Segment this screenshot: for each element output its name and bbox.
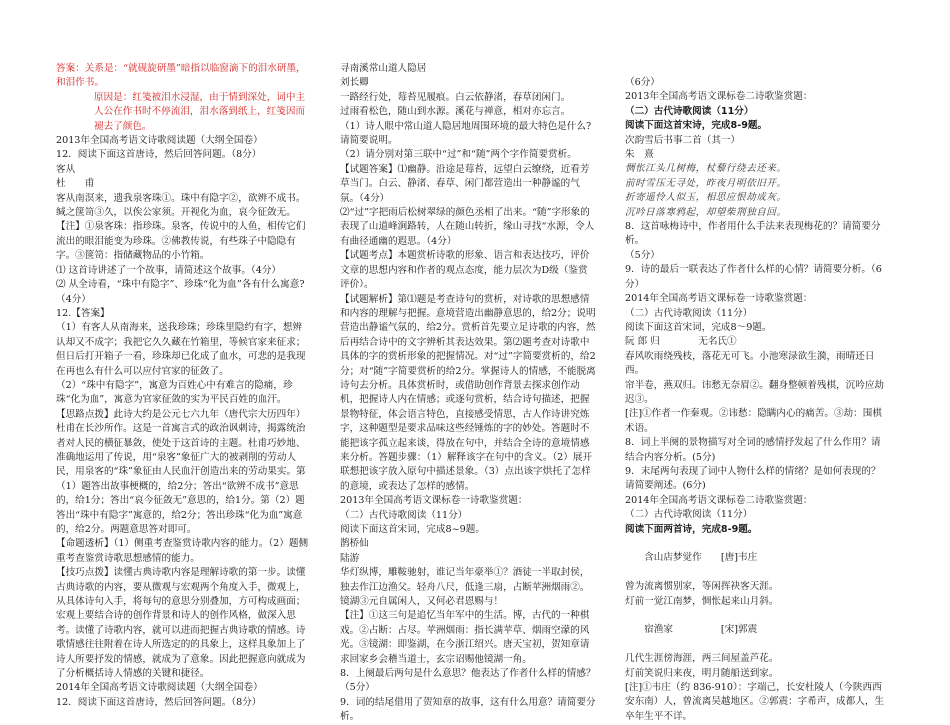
col1-paragraph: 【思路点拨】此诗大约是公元七六九年（唐代宗大历四年）杜甫在长沙所作。这是一首寓言式的政治讽刺诗，揭露统治者对人民的横征暴敛，使处于这首诗的主题。杜甫巧妙地、准确地运用了传说，用“泉客”象征广大的被剥削的劳动人民，用泉客的“珠”象征由人民血汗创造出来的劳动果实。第（1）题答出故事梗概的，给2分；答出“欲辨不成书”意思的，给1分；答出“哀今征敛无”意思的，给1分。第（2）题答出“珠中有隐字”寓意的，给2分；答出珍珠“化为血”寓意的，给2分。两题意思答对即可。: [56, 408, 306, 535]
col1-paragraph: 【注】①泉客珠：指珍珠。泉客，传说中的人鱼，相传它们流出的眼泪能变为珍珠。②佛教传说，有些珠子中隐隐有字。③箧笥：指储藏物品的小竹箱。: [56, 221, 306, 262]
col2-paragraph: 过雨看松色，随山到水源。溪花与禅意，相对亦忘言。: [340, 106, 571, 118]
col1-paragraph: （1）有客人从南海来，送我珍珠；珍珠里隐约有字，想辨认却又不成字；我把它久久藏在竹箱里，等候官家来征求；但日后打开箱子一看，珍珠却已化成了血水，可悲的是我现在再也么有什么可以应付官家的征敛了。: [56, 322, 306, 377]
col3-paragraph: 帘半卷，燕双归。讳愁无奈眉②。翻身整顿着残棋，沉吟应劫迟③。: [625, 379, 885, 405]
col2-paragraph: 【试题考点】本题赏析诗歌的形象、语言和表达技巧，评价文章的思想内容和作者的观点态度，能力层次为D级（鉴赏评价）。: [340, 250, 590, 291]
col1-paragraph: ⑵ 从全诗看，“珠中有隐字”、珍珠“化为血”各有什么寓意?（4分）: [56, 279, 305, 305]
col3-paragraph: [625, 638, 890, 652]
col3-paragraph: 次韵雪后书事二首（其一）: [625, 134, 741, 146]
col3-paragraph: [注]①作者一作秦观。②讳愁：隐瞒内心的痛苦。③劫：围棋术语。: [625, 408, 882, 434]
col2-paragraph: 刘长卿: [340, 77, 369, 89]
col3-paragraph: 几代生涯傍海涯，两三间屋盖芦花。: [625, 653, 779, 665]
col1-paragraph: 答案：关系是：“就砚旋研墨”暗指以临窗滴下的泪水研墨，和泪作书。: [56, 63, 306, 89]
column-middle: [340, 62, 596, 725]
col1-paragraph: 【技巧点拨】读懂古典诗歌内容是理解诗歌的第一步。读懂古典诗歌的内容，要从微观与宏观两个角度入手，微观上，从具体诗句入手，将每句的意思分别叠加，方可构成画面；宏观上要结合诗的创作背景和诗人的创作风格，做深入思考。读懂了诗歌内容，就可以进而把握古典诗歌的情感。诗歌情感往往附着在诗人所选定的的具象上，这样具象加上了诗人所要抒发的情感，就成为了意象。因此把握意向就成为了分析概括诗人情感的关键和捷径。: [56, 567, 306, 680]
col3-paragraph: （二）古代诗歌阅读（11分）: [625, 105, 754, 117]
col2-paragraph: 一路经行处，莓苔见履痕。白云依静渚，春草闭闲门。: [340, 91, 571, 103]
col3-paragraph: 2014年全国高考语文课标卷二诗歌鉴赏题：: [625, 494, 813, 506]
col2-paragraph: 【试题答案】⑴幽静。沿途是莓苔，远望白云缭绕，近看芳草当门。白云、静渚、春草、闲门都营造出一种静谧的气氛。（4分）: [340, 163, 590, 204]
col3-paragraph: 沉吟日落寒鸦起，却望柴荆独自回。: [625, 206, 787, 218]
col1-paragraph: 2014年全国高考语文诗歌阅读题（大纲全国卷）: [56, 682, 263, 694]
col2-paragraph: 寻南溪常山道人隐居: [340, 63, 427, 74]
col1-paragraph: 【命题透析】（1）侧重考查鉴赏诗歌内容的能力。（2）题侧重考查鉴赏诗歌思想感情的能力。: [56, 538, 309, 564]
col3-paragraph: 灯前笑说归来夜，明月随船送到家。: [625, 667, 779, 679]
col3-paragraph: [625, 609, 890, 623]
col3-paragraph: （二）古代诗歌阅读（11分）: [625, 509, 753, 521]
col3-paragraph: [注]①韦庄（约 836-910）：字端己，长安杜陵人（今陕西西安东南）人，曾流离吴越地区。②郭震：字希声，成都人，生卒年生平不详。: [625, 682, 885, 722]
col2-paragraph: 阅读下面这首宋词，完成8~9题。: [340, 524, 485, 535]
col3-paragraph: 前时雪压无寻处，昨夜月明依旧开。: [625, 177, 787, 189]
col3-paragraph: 2013年全国高考语文课标卷二诗歌鉴赏题：: [625, 91, 813, 103]
col2-paragraph: （二）古代诗歌阅读（11分）: [340, 509, 468, 521]
col2-paragraph: 【试题解析】第⑴题是考查诗句的赏析，对诗歌的思想感情和内容的理解与把握。意境营造出幽静意思的，给2分；说明营造出静谧气氛的，给2分。赏析首先要立足诗歌的内容，然后再结合诗中的文字辨析其表达效果。第⑵题考查对诗歌中具体的字的赏析形象的把握情况。对“过”字简要赏析的，给2分；对“随”字简要赏析的给2分。掌握诗人的情感，不能脱离诗句去分析。具体赏析时，或借助创作背景去探求创作动机，把握诗人内在情感；或逐句赏析，结合诗句描述，把握景物特征，体会语言特色，直接感受情思，古人作诗讲究炼字，这种题型是要求品味这些经锤炼的字的妙处。答题时不能把该字孤立起来谈，得放在句中，并结合全诗的意境情感来分析。答题步骤：（1）解释该字在句中的含义。（2）展开联想把该字放入原句中描述景象。（3）点出该字烘托了怎样的意境，或表达了怎样的感情。: [340, 293, 596, 492]
col3-paragraph: （二）古代诗歌阅读（11分）: [625, 307, 753, 319]
col3-paragraph: 惆怅江头几树梅，杖藜行绕去还来。: [625, 163, 787, 175]
col2-paragraph: 9．词的结尾借用了贺知章的故事，这有什么用意？请简要分析。: [340, 696, 596, 723]
col2-paragraph: 鹊桥仙: [340, 538, 369, 550]
col2-paragraph: 陆游: [340, 552, 360, 564]
col1-paragraph: （2）“珠中有隐字”，寓意为百姓心中有难言的隐痛，珍珠“化为血”，寓意为官家征敛的实为平民百姓的血汗。: [56, 379, 293, 406]
col3-paragraph: 阅读下面这首宋词，完成8～9题。: [625, 321, 772, 333]
col2-paragraph: 【注】①这三句是追忆当年军中的生活。博，古代的一种棋戏。②占断：占尽。苹洲烟雨：指长满苹草、烟雨空濛的风光。③镜湖：即鉴湖，在今浙江绍兴。唐天宝初，贺知章请求回家乡会稽当道士，玄宗诏赐他镜湖一角。: [340, 610, 590, 665]
col2-paragraph: 2013年全国高考语文课标卷一诗歌鉴赏题：: [340, 495, 528, 507]
col3-paragraph: 9．诗的最后一联表达了作者什么样的心情？请简要分析。（6分）: [625, 264, 882, 290]
col3-paragraph: [625, 566, 890, 580]
col1-paragraph: 客从: [56, 163, 76, 175]
col2-paragraph: （2）请分别对第三联中“过”和“随”两个字作简要赏析。: [340, 149, 577, 161]
col3-paragraph: 曾为流离惯别家，等闲挥袂客天涯。: [625, 581, 779, 593]
col2-paragraph: 华灯纵博，雕鞍驰射，谁记当年豪举①？酒徒一半取封侯，独去作江边渔父。轻舟八尺，低逢三扇，占断苹洲烟雨②。镜湖③元自属闲人，又何必君恩赐与！: [340, 567, 590, 608]
col3-paragraph: 灯前一觉江南梦，惆怅起来山月斜。: [625, 595, 779, 607]
col3-paragraph: 阅读下面这首宋诗，完成8-9题。: [625, 120, 768, 132]
col3-paragraph: 宿渔家 [宋]郭震: [625, 624, 758, 636]
col1-paragraph: 12.【答案】: [56, 307, 110, 319]
col3-paragraph: 春风吹雨绕残枝，落花无可飞。小池寒渌欲生漪，雨晴还日西。: [625, 350, 875, 377]
col1-paragraph: 客从南溟来，遗我泉客珠①。珠中有隐字②，欲辨不成书。缄之箧笥③久，以俟公家须。开视化为血，哀今征敛无。: [56, 192, 306, 219]
col3-paragraph: 阅读下面两首诗，完成8-9题。: [625, 523, 758, 535]
col3-paragraph: [625, 537, 890, 551]
col3-paragraph: （6分）: [625, 77, 660, 88]
col3-paragraph: 2014年全国高考语文课标卷一诗歌鉴赏题：: [625, 293, 813, 305]
col2-paragraph: （1）诗人眼中常山道人隐居地周围环境的最大特色是什么?请简要说明。: [340, 120, 592, 147]
col3-paragraph: 8．这首咏梅诗中，作者用什么手法来表现梅花的？请简要分析。: [625, 221, 881, 247]
column-right: [625, 76, 890, 724]
col1-paragraph: 原因是：红笺被泪水浸湿，由于情到深处，词中主人公在作书时不停流泪，泪水落到纸上，红笺因而褪去了颜色。: [94, 91, 306, 132]
col3-paragraph: 折寄遥怜人似玉，相思应恨劫成灰。: [625, 192, 787, 204]
column-left: [56, 62, 310, 710]
col1-paragraph: 12．阅读下面这首唐诗，然后回答问题。（8分）: [56, 696, 262, 708]
col1-paragraph: 2013年全国高考语文诗歌阅读题（大纲全国卷）: [56, 135, 263, 147]
col3-paragraph: 朱 熹: [625, 149, 654, 161]
col3-paragraph: 9．末尾两句表现了词中人物什么样的情绪？是如何表现的？请简要阐述。(6分): [625, 465, 881, 492]
col1-paragraph: 12．阅读下面这首唐诗，然后回答问题。（8分）: [56, 149, 262, 161]
col1-paragraph: 杜 甫: [56, 178, 95, 190]
col2-paragraph: ⑵“过”字把雨后松树翠绿的颜色丞相了出来。“随”字形象的表现了山道峰涧路转，人在随山转折，缘山寻找“水源，令人有曲径通幽的遐思。（4分）: [340, 207, 595, 247]
col3-paragraph: （5分）: [625, 249, 660, 261]
col1-paragraph: ⑴ 这首诗讲述了一个故事，请简述这个故事。（4分）: [56, 264, 282, 276]
col3-paragraph: 8．词上半阕的景物描写对全词的感情抒发起了什么作用？请结合内容分析。(5分): [625, 437, 881, 463]
col3-paragraph: 含山店梦觉作 [唐]韦庄: [625, 552, 758, 564]
col2-paragraph: 8．上阕最后两句是什么意思？他表达了作者什么样的情感？（5分）: [340, 668, 596, 694]
col3-paragraph: 阮 郎 归 无名氏①: [625, 336, 737, 348]
